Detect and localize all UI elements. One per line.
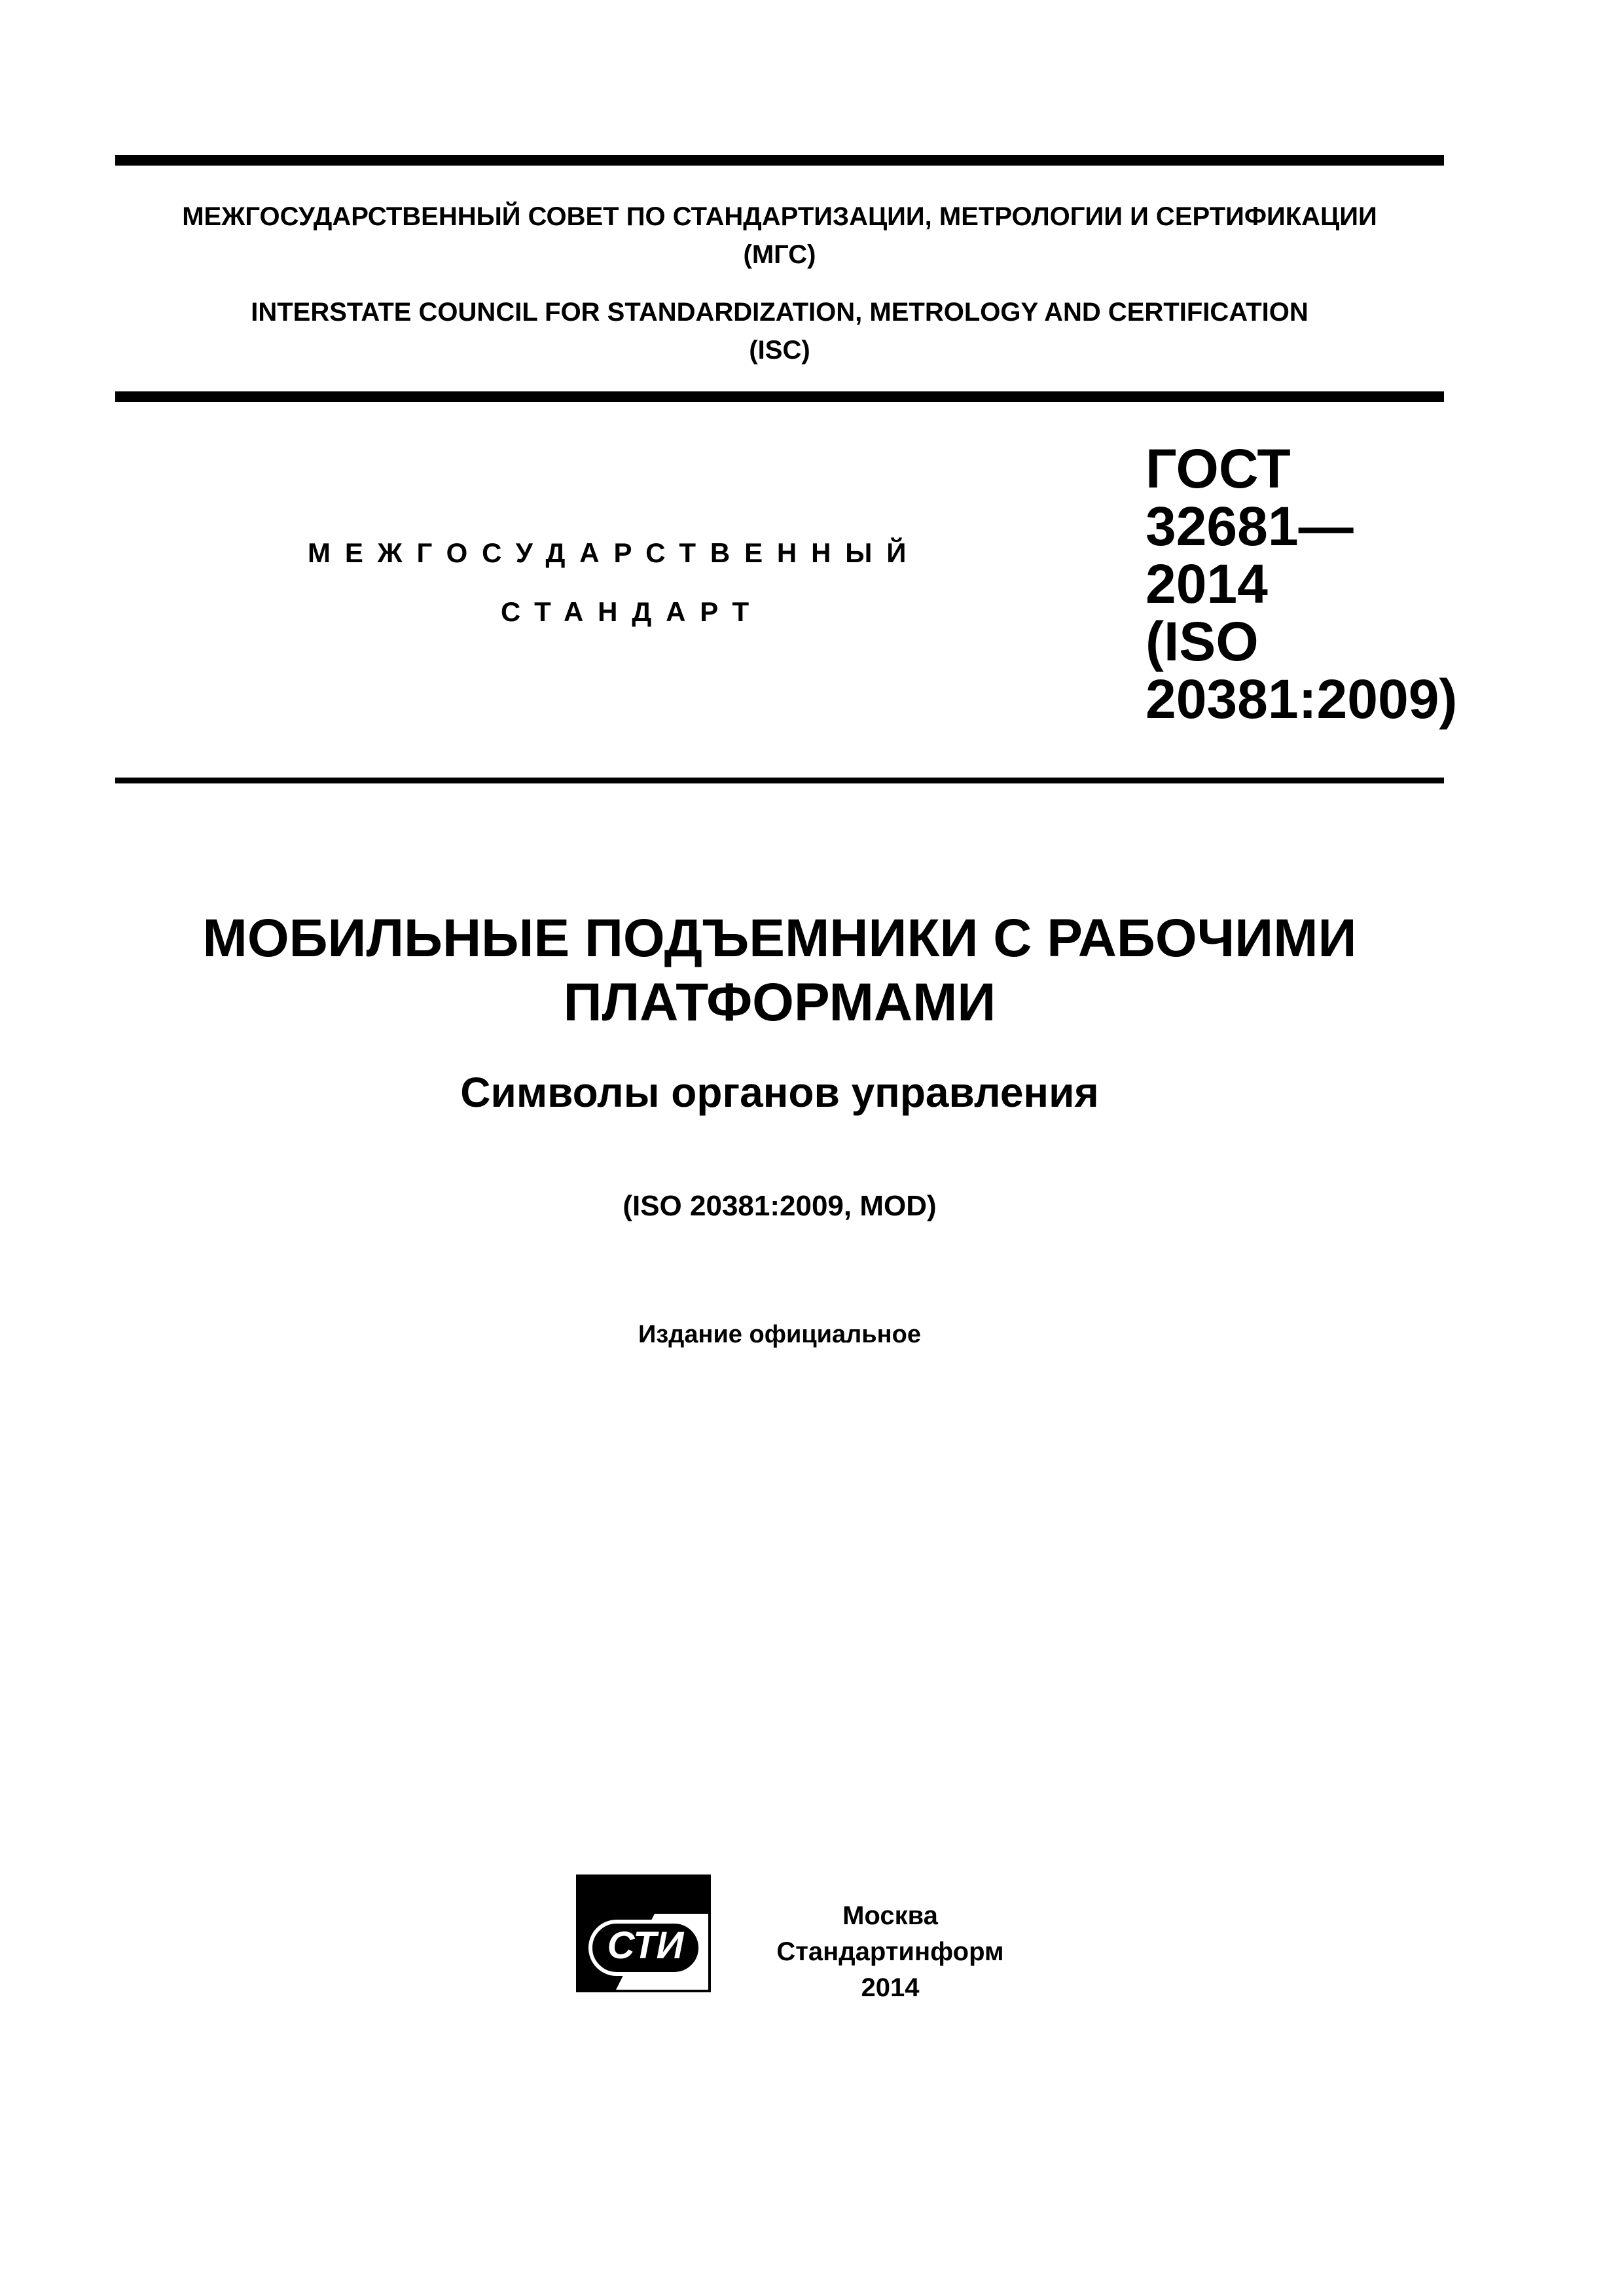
council-name-en-line1: INTERSTATE COUNCIL FOR STANDARDIZATION, METROLOGY AND CERTIFICATION	[251, 298, 1308, 327]
designation-line: ГОСТ	[1146, 438, 1291, 499]
standard-type-line1: МЕЖГОСУДАРСТВЕННЫЙ	[308, 537, 921, 568]
designation-line: 20381:2009)	[1146, 668, 1458, 730]
publisher-block	[720, 1898, 1060, 2006]
publisher-city: Москва	[842, 1901, 938, 1930]
document-title	[115, 906, 1444, 1035]
bottom-divider	[115, 778, 1444, 783]
standard-type-line2: СТАНДАРТ	[501, 596, 764, 627]
designation-line: 2014	[1146, 553, 1268, 615]
publisher-name: Стандартинформ	[776, 1937, 1004, 1966]
logo-text: СТИ	[607, 1924, 684, 1967]
designation-line: 32681—	[1146, 495, 1354, 557]
iso-reference: (ISO 20381:2009, MOD)	[623, 1190, 937, 1222]
document-title-line2: ПЛАТФОРМАМИ	[563, 973, 996, 1032]
council-abbreviation-en: (ISC)	[749, 336, 810, 365]
council-name-en	[115, 293, 1444, 369]
designation-line: (ISO	[1146, 611, 1259, 672]
standartinform-logo-icon	[576, 1874, 711, 1992]
document-subtitle: Символы органов управления	[460, 1069, 1099, 1116]
council-abbreviation-ru: (МГС)	[743, 240, 816, 269]
council-name-ru-line1: МЕЖГОСУДАРСТВЕННЫЙ СОВЕТ ПО СТАНДАРТИЗАЦИИ, МЕТРОЛОГИИ И СЕРТИФИКАЦИИ	[182, 202, 1377, 231]
top-divider	[115, 155, 1444, 166]
standard-designation	[1146, 440, 1457, 728]
document-title-line1: МОБИЛЬНЫЕ ПОДЪЕМНИКИ С РАБОЧИМИ	[202, 908, 1357, 968]
edition-note: Издание официальное	[638, 1321, 921, 1348]
publication-year: 2014	[861, 1973, 920, 2002]
council-name-ru	[115, 198, 1444, 274]
middle-divider	[115, 391, 1444, 402]
